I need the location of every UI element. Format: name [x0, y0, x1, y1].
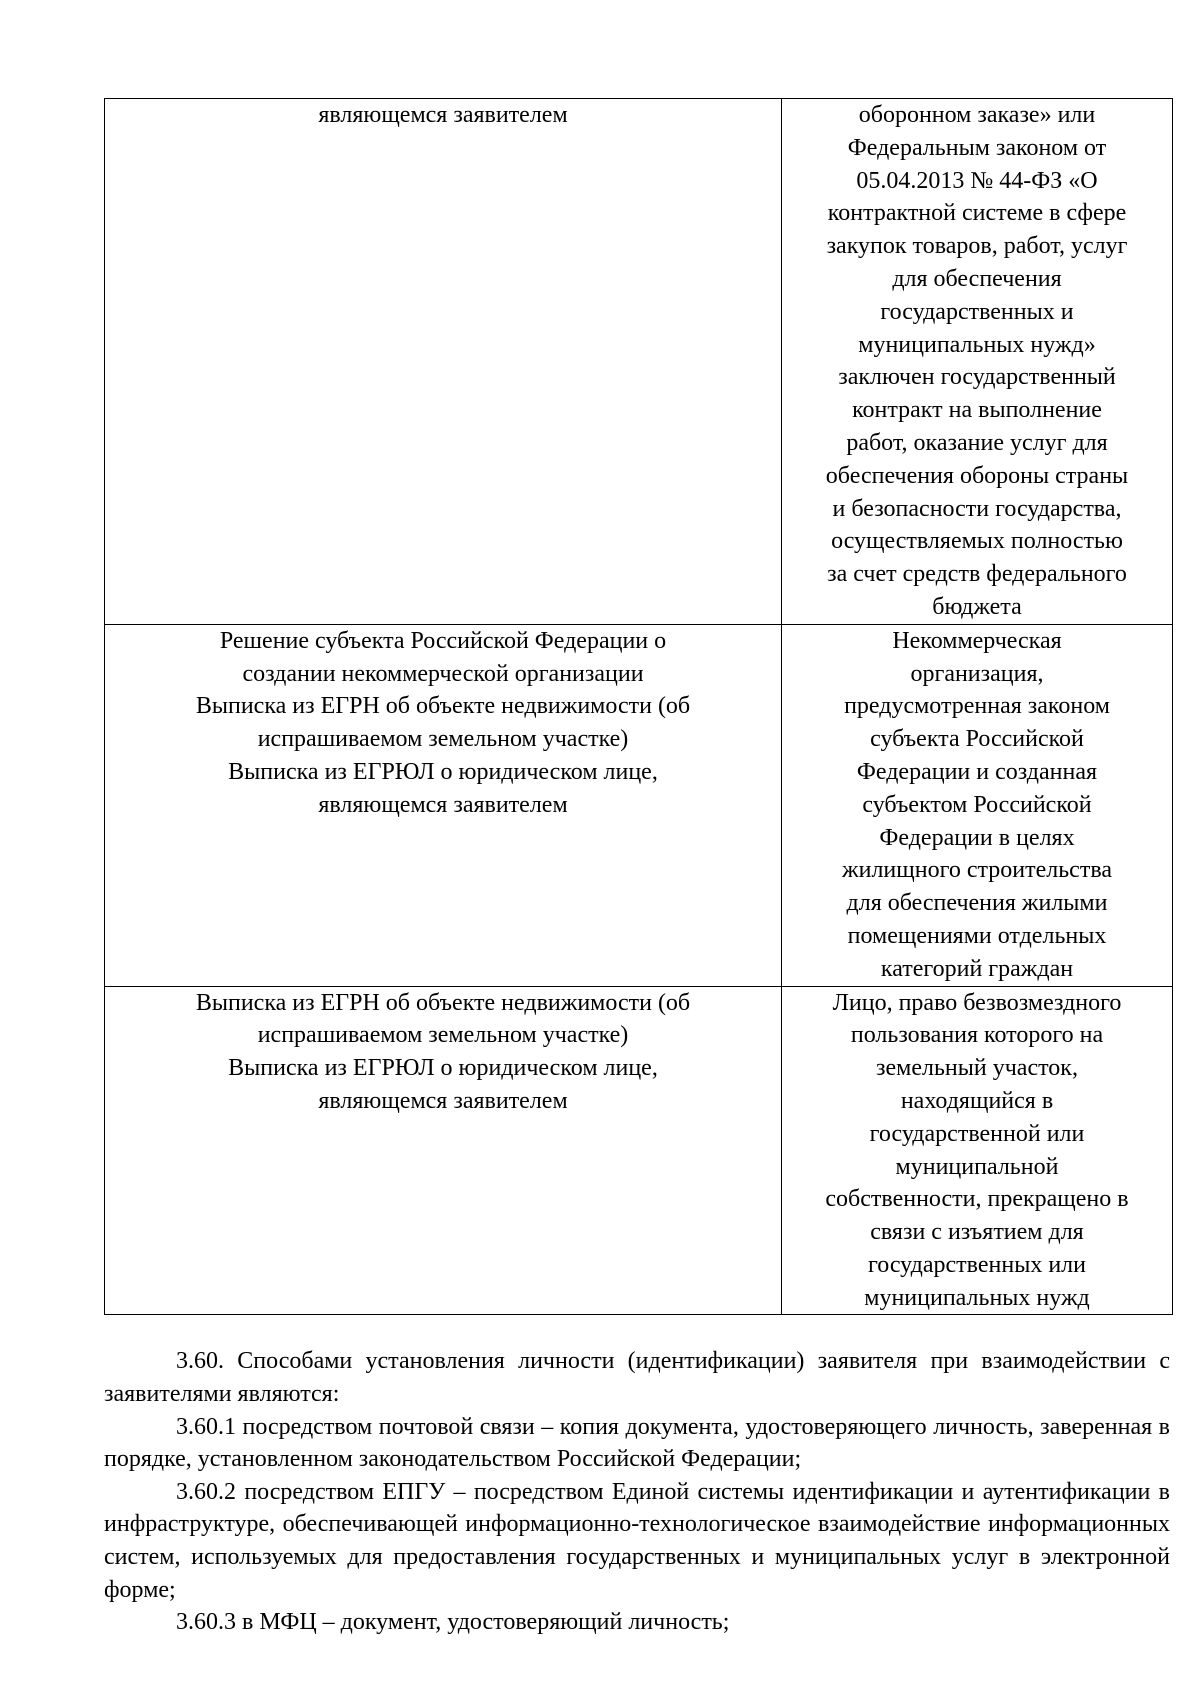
table-cell-documents: Выписка из ЕГРН об объекте недвижимости (об испрашиваемом земельном участке) Выписка из ЕГРЮЛ о юридическом лице, являющемся заявителем — [105, 986, 782, 1315]
table-row — [105, 624, 1173, 986]
paragraph: 3.60.3 в МФЦ – документ, удостоверяющий личность; — [176, 1609, 730, 1636]
table-row — [105, 986, 1173, 1315]
table-cell-applicant: оборонном заказе» или Федеральным законом от 05.04.2013 № 44-ФЗ «О контрактной системе в сфере закупок товаров, работ, услуг для обеспечения государственных и муниципальных нужд» заключен государственный контракт на выполнение работ, оказание услуг для обеспечения обороны страны и безопасности государства, осуществляемых полностью за счет средств федерального бюджета — [782, 99, 1173, 625]
documents-table — [104, 98, 1173, 1315]
document-page — [104, 98, 1170, 1639]
table-cell-applicant: Некоммерческая организация, предусмотренная законом субъекта Российской Федерации и созданная субъектом Российской Федерации в целях жилищного строительства для обеспечения жилыми помещениями отдельных категорий граждан — [782, 624, 1173, 986]
table-cell-documents: Решение субъекта Российской Федерации о создании некоммерческой организации Выписка из ЕГРН об объекте недвижимости (об испрашиваемом земельном участке) Выписка из ЕГРЮЛ о юридическом лице, являющемся заявителем — [105, 624, 782, 986]
paragraph: 3.60. Способами установления личности (идентификации) заявителя при взаимодействии с заявителями являются: — [104, 1348, 1170, 1408]
paragraph: 3.60.2 посредством ЕПГУ – посредством Единой системы идентификации и аутентификации в инфраструктуре, обеспечивающей информационно-технологическое взаимодействие информационных систем, используемых для предоставления государственных и муниципальных услуг в электронной форме; — [104, 1478, 1170, 1603]
table-cell-documents: являющемся заявителем — [105, 99, 782, 625]
table-row — [105, 99, 1173, 625]
paragraph: 3.60.1 посредством почтовой связи – копия документа, удостоверяющего личность, заверенная в порядке, установленном законодательством Российской Федерации; — [104, 1413, 1170, 1473]
table-cell-applicant: Лицо, право безвозмездного пользования которого на земельный участок, находящийся в государственной или муниципальной собственности, прекращено в связи с изъятием для государственных или муниципальных нужд — [782, 986, 1173, 1315]
body-text — [104, 1345, 1170, 1638]
